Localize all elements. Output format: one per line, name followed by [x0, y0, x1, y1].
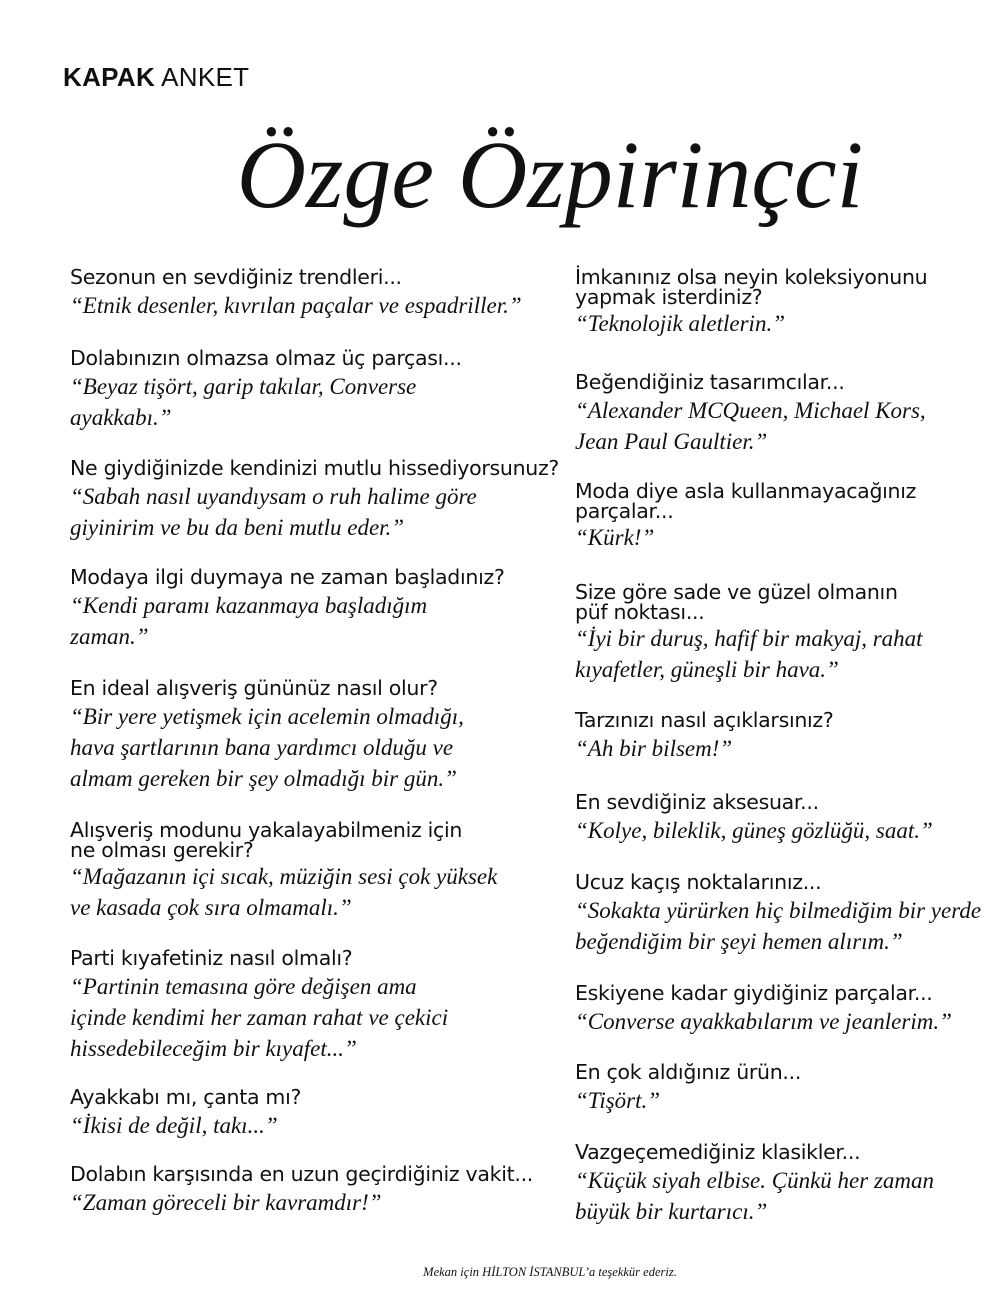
answer: “Mağazanın içi sıcak, müziğin sesi çok yüksek ve kasada çok sıra olmamalı.” — [70, 864, 498, 920]
answer: “Küçük siyah elbise. Çünkü her zaman büyük bir kurtarıcı.” — [575, 1168, 935, 1224]
qa-item — [575, 981, 1000, 1037]
qa-item — [70, 565, 550, 652]
question: Ayakkabı mı, çanta mı? — [70, 1085, 302, 1109]
question: En çok aldığınız ürün... — [575, 1060, 802, 1084]
qa-item — [575, 790, 1000, 846]
question: Sezonun en sevdiğiniz trendleri... — [70, 265, 402, 289]
question: Size göre sade ve güzel olmanın püf noktası... — [575, 580, 898, 624]
question: Moda diye asla kullanmayacağınız parçalar... — [575, 479, 917, 523]
answer: “Partinin temasına göre değişen ama içinde kendimi her zaman rahat ve çekici hissedebileceğim bir kıyafet...” — [70, 974, 449, 1061]
answer: “Kolye, bileklik, güneş gözlüğü, saat.” — [575, 818, 933, 843]
answer: “Zaman göreceli bir kavramdır!” — [70, 1190, 382, 1215]
question: Beğendiğiniz tasarımcılar... — [575, 370, 845, 394]
answer: “Kürk!” — [575, 525, 655, 550]
answer: “İkisi de değil, takı...” — [70, 1113, 278, 1138]
answer: “Sokakta yürürken hiç bilmediğim bir yerde beğendiğim bir şeyi hemen alırım.” — [575, 898, 982, 954]
question: Ne giydiğinizde kendinizi mutlu hissediyorsunuz? — [70, 456, 560, 480]
question: İmkanınız olsa neyin koleksiyonunu yapmak isterdiniz? — [575, 265, 928, 309]
qa-item — [70, 265, 550, 321]
question: Ucuz kaçış noktalarınız... — [575, 870, 822, 894]
qa-item — [575, 267, 1000, 339]
question: Alışveriş modunu yakalayabilmeniz için ne olması gerekir? — [70, 818, 463, 862]
answer: “Bir yere yetişmek için acelemin olmadığı, hava şartlarının bana yardımcı olduğu ve almam gereken bir şey olmadığı bir gün.” — [70, 704, 464, 791]
qa-item — [575, 582, 1000, 685]
qa-item — [70, 820, 550, 923]
question: Modaya ilgi duymaya ne zaman başladınız? — [70, 565, 505, 589]
question: Parti kıyafetiniz nasıl olmalı? — [70, 946, 353, 970]
question: Dolabınızın olmazsa olmaz üç parçası... — [70, 346, 462, 370]
qa-item — [575, 1140, 1000, 1227]
answer: “Ah bir bilsem!” — [575, 736, 733, 761]
answer: “Kendi paramı kazanmaya başladığım zaman.” — [70, 593, 428, 649]
qa-item — [575, 1060, 1000, 1116]
question: En sevdiğiniz aksesuar... — [575, 790, 819, 814]
answer: “Converse ayakkabılarım ve jeanlerim.” — [575, 1009, 952, 1034]
answer: “İyi bir duruş, hafif bir makyaj, rahat kıyafetler, güneşli bir hava.” — [575, 626, 923, 682]
answer: “Sabah nasıl uyandıysam o ruh halime göre giyinirim ve bu da beni mutlu eder.” — [70, 484, 477, 540]
page-title: Özge Özpirinçci — [236, 121, 864, 228]
answer: “Teknolojik aletlerin.” — [575, 311, 785, 336]
qa-item — [70, 456, 560, 543]
qa-item — [70, 676, 550, 794]
question: En ideal alışveriş gününüz nasıl olur? — [70, 676, 438, 700]
section-label-anket: ANKET — [161, 62, 250, 92]
section-label-kapak: KAPAK — [63, 62, 156, 92]
answer: “Etnik desenler, kıvrılan paçalar ve espadriller.” — [70, 293, 522, 318]
question: Eskiyene kadar giydiğiniz parçalar... — [575, 981, 933, 1005]
qa-item — [575, 370, 1000, 457]
section-label — [63, 62, 249, 93]
qa-item — [70, 1085, 550, 1141]
qa-item — [70, 946, 550, 1064]
question: Dolabın karşısında en uzun geçirdiğiniz vakit... — [70, 1162, 534, 1186]
answer: “Tişört.” — [575, 1088, 661, 1113]
qa-item — [575, 481, 1000, 553]
answer: “Alexander MCQueen, Michael Kors, Jean Paul Gaultier.” — [575, 398, 926, 454]
answer: “Beyaz tişört, garip takılar, Converse ayakkabı.” — [70, 374, 417, 430]
qa-item — [575, 870, 1000, 957]
question: Tarzınızı nasıl açıklarsınız? — [575, 708, 834, 732]
qa-item — [70, 1162, 550, 1218]
credit-note: Mekan için HİLTON İSTANBUL’a teşekkür ederiz. — [423, 1265, 677, 1279]
qa-item — [70, 346, 550, 433]
qa-item — [575, 708, 1000, 764]
question: Vazgeçemediğiniz klasikler... — [575, 1140, 861, 1164]
